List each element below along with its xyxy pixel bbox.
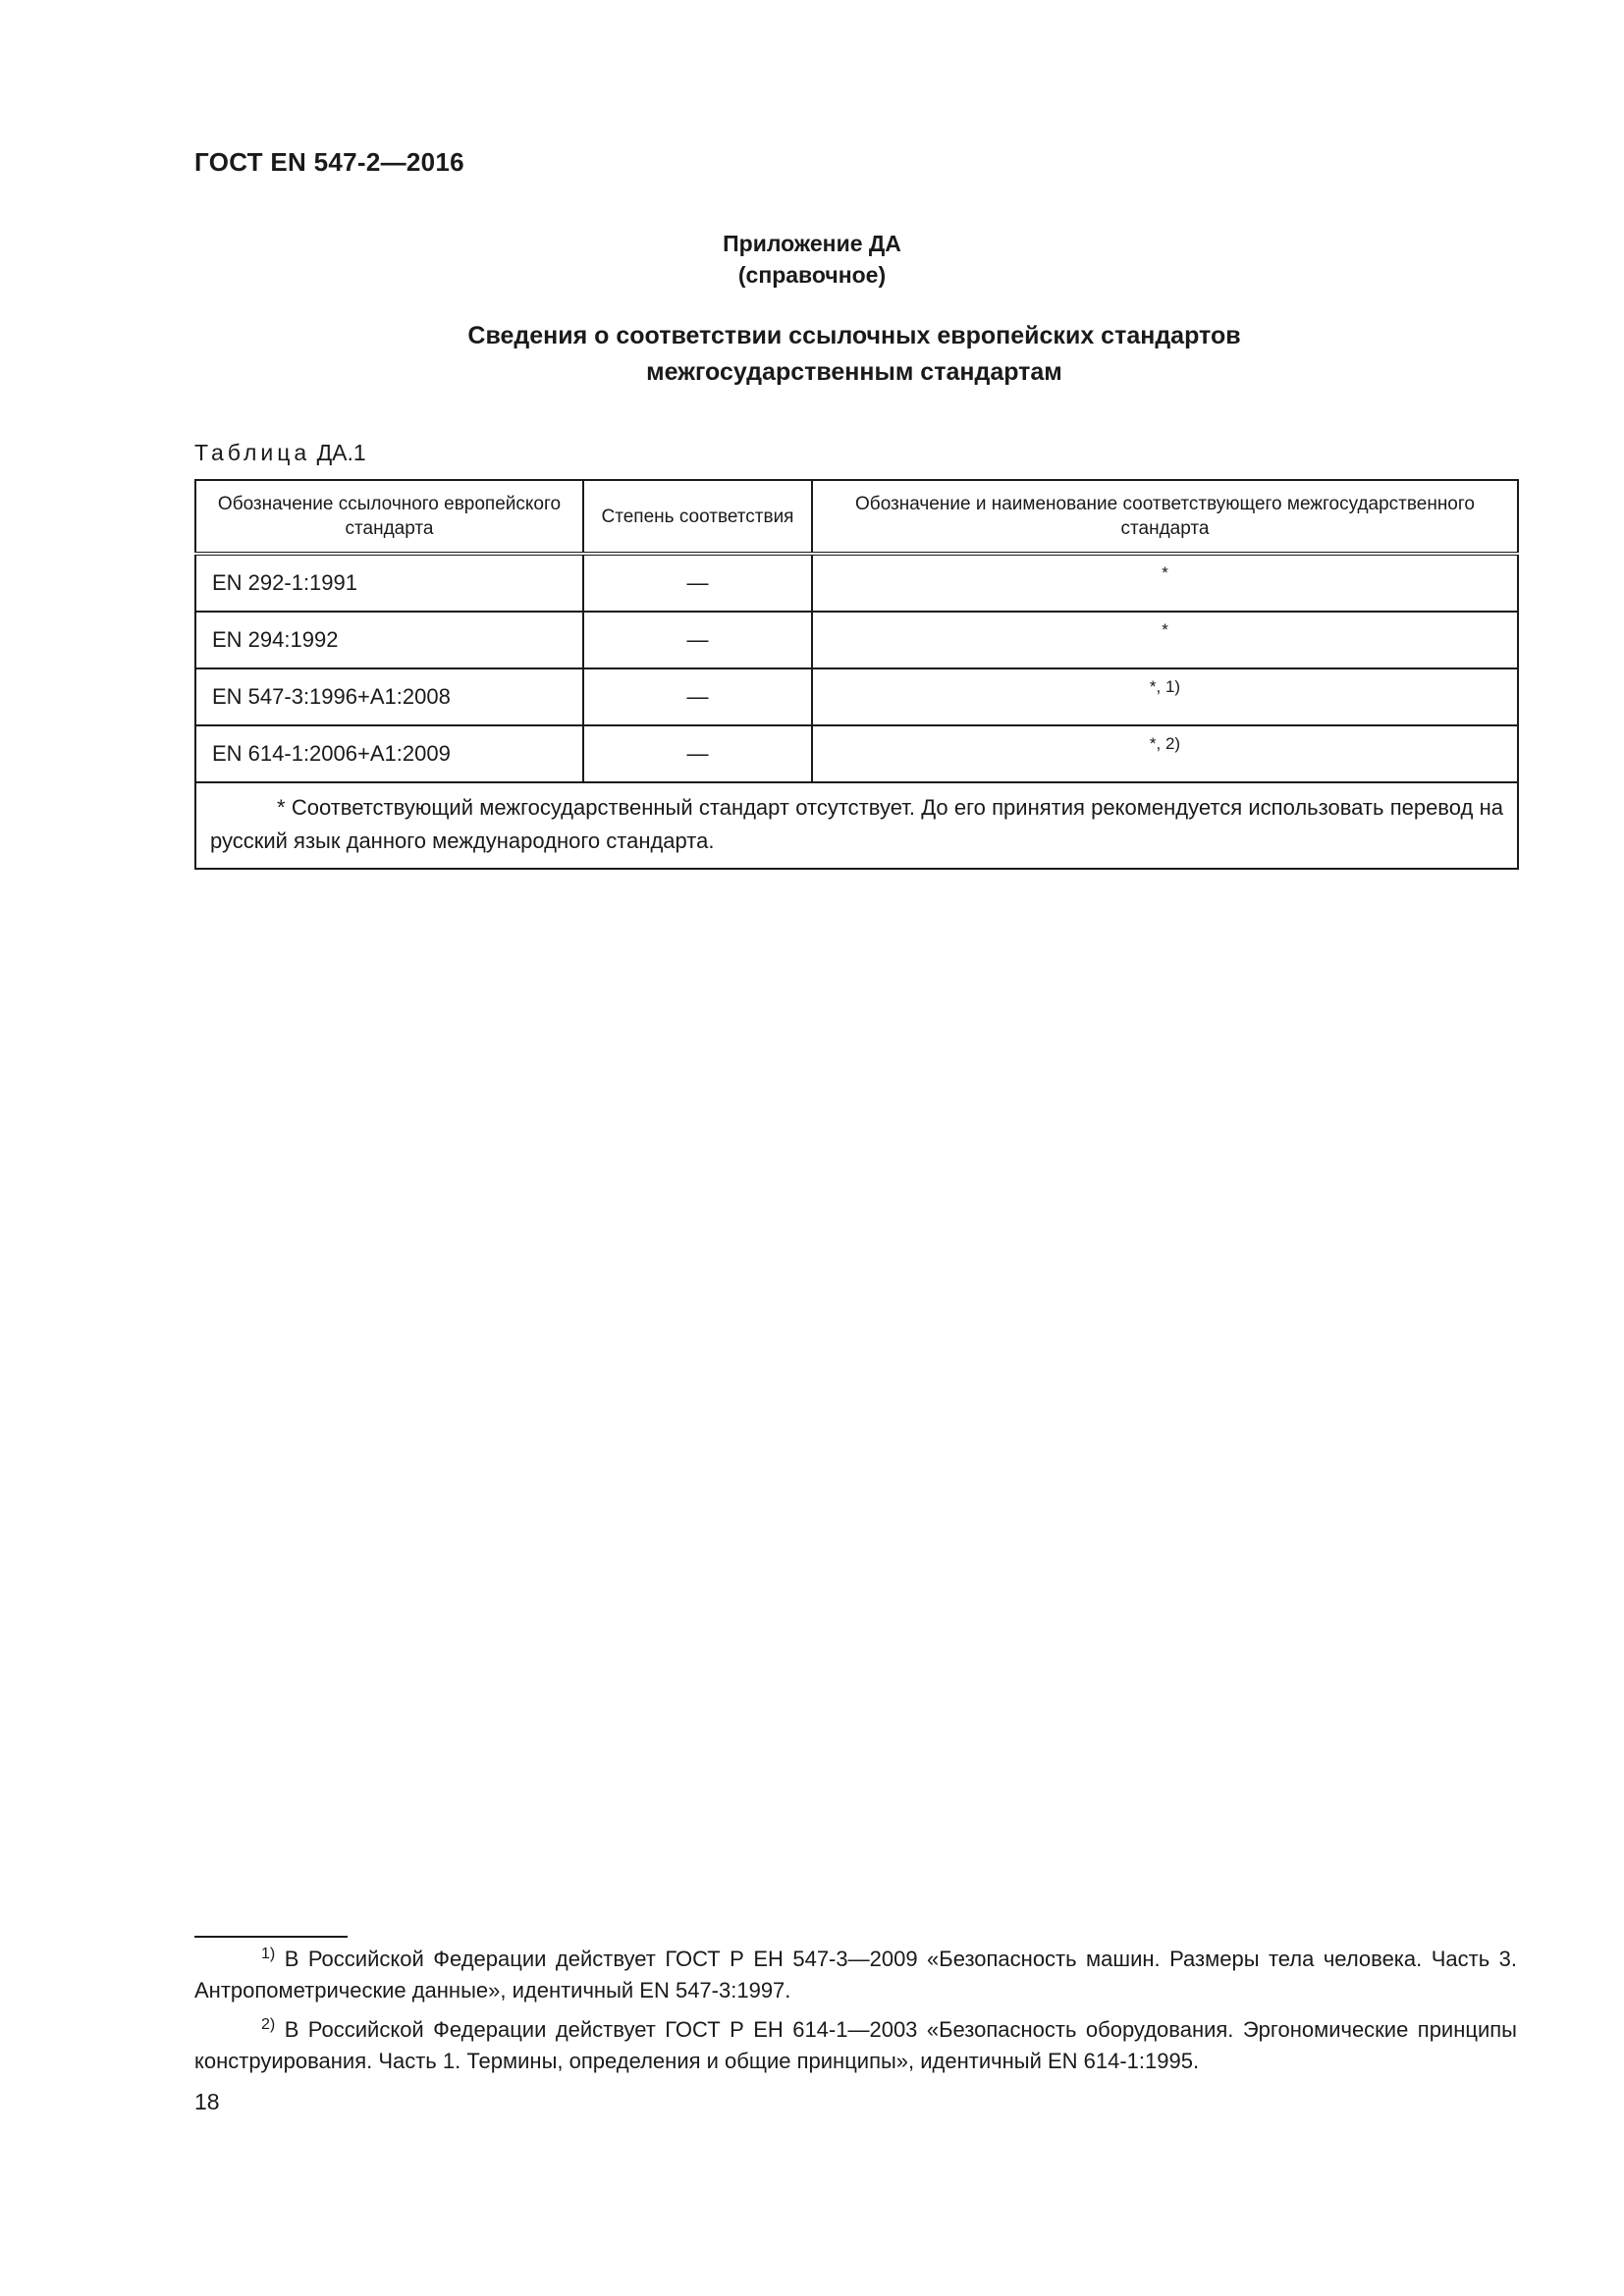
table-row [195, 725, 1518, 782]
column-header-interstate-standard: Обозначение и наименование соответствующего межгосударственного стандарта [812, 480, 1518, 554]
table-note-text: * Соответствующий межгосударственный стандарт отсутствует. До его принятия рекомендуется использовать перевод на русский язык данного международного стандарта. [210, 795, 1503, 853]
column-header-degree: Степень соответствия [583, 480, 812, 554]
section-heading-line-1: Сведения о соответствии ссылочных европейских стандартов [467, 322, 1241, 349]
section-heading [194, 318, 1514, 391]
document-code: ГОСТ EN 547-2—2016 [194, 147, 464, 177]
cell-degree: — [583, 668, 812, 725]
table-label [194, 440, 366, 466]
annex-kind: (справочное) [737, 262, 887, 288]
table-row [195, 554, 1518, 612]
footnote-2-mark: 2) [261, 2016, 276, 2033]
cell-interstate-standard: * [812, 554, 1518, 612]
table-label-word: Таблица [194, 440, 311, 465]
table-row [195, 668, 1518, 725]
footnote-2-text: В Российской Федерации действует ГОСТ Р ЕН 614-1—2003 «Безопасность оборудования. Эргономические принципы конструирования. Часть 1. Термины, определения и общие принципы», идентичный EN 614-1:1995. [194, 2017, 1517, 2073]
annex-title: Приложение ДА [723, 231, 901, 256]
annex-title-block [0, 228, 1624, 291]
footnote-1-text: В Российской Федерации действует ГОСТ Р ЕН 547-3—2009 «Безопасность машин. Размеры тела человека. Часть 3. Антропометрические данные», идентичный EN 547-3:1997. [194, 1947, 1517, 2002]
cell-reference: EN 614-1:2006+A1:2009 [195, 725, 583, 782]
cell-degree: — [583, 725, 812, 782]
table-note-cell [195, 782, 1518, 869]
cell-degree: — [583, 554, 812, 612]
footnote-1-mark: 1) [261, 1946, 276, 1962]
cell-degree: — [583, 612, 812, 668]
footnote-separator [194, 1936, 348, 1938]
table-header-row [195, 480, 1518, 554]
cell-interstate-standard: *, 1) [812, 668, 1518, 725]
footnote-1 [194, 1944, 1517, 2006]
cell-reference: EN 294:1992 [195, 612, 583, 668]
cell-interstate-standard: * [812, 612, 1518, 668]
table-label-number: ДА.1 [316, 440, 366, 465]
cell-interstate-standard: *, 2) [812, 725, 1518, 782]
correspondence-table [194, 479, 1519, 870]
cell-reference: EN 547-3:1996+A1:2008 [195, 668, 583, 725]
page-number: 18 [194, 2089, 220, 2114]
cell-reference: EN 292-1:1991 [195, 554, 583, 612]
table-row [195, 612, 1518, 668]
column-header-reference: Обозначение ссылочного европейского стандарта [195, 480, 583, 554]
table-note-row [195, 782, 1518, 869]
footnote-2 [194, 2014, 1517, 2077]
section-heading-line-2: межгосударственным стандартам [646, 358, 1062, 386]
